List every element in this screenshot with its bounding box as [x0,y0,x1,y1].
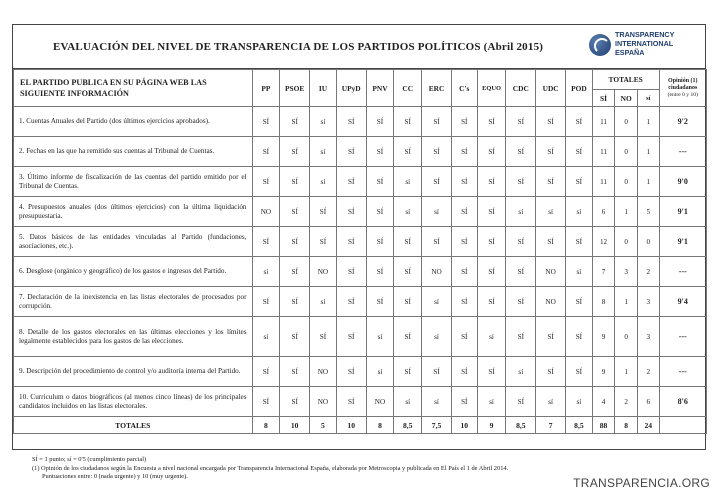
party-value-cell: SÍ [280,287,310,317]
row-total-cell: 11 [592,137,615,167]
party-value-cell: SÍ [252,137,280,167]
party-value-cell: NO [310,387,337,417]
row-total-cell: 1 [615,287,638,317]
party-value-cell: sí [422,387,452,417]
row-total-cell: 2 [637,357,659,387]
table-row [14,167,707,197]
party-value-cell: SÍ [252,227,280,257]
opinion-header-line2: ciudadanos [668,84,698,91]
party-total-cell: 5 [310,417,337,434]
party-value-cell: SÍ [336,287,366,317]
party-value-cell: SÍ [477,197,506,227]
party-value-cell: sí [394,387,422,417]
party-header-cs: C's [451,70,477,107]
party-value-cell: sí [477,387,506,417]
globe-icon [589,34,611,56]
totals-col-no: NO [615,90,638,107]
party-value-cell: SÍ [506,287,536,317]
party-value-cell: SÍ [366,227,394,257]
party-value-cell: SÍ [366,197,394,227]
party-value-cell: SÍ [336,357,366,387]
party-value-cell: SÍ [280,167,310,197]
party-value-cell: SÍ [451,387,477,417]
row-total-cell: 1 [637,137,659,167]
watermark: TRANSPARENCIA.ORG [573,476,710,490]
party-value-cell: SÍ [536,137,566,167]
opinion-header-line1: Opinión (1) [668,77,698,84]
party-value-cell: SÍ [422,107,452,137]
citizen-opinion-score: --- [659,357,706,387]
party-value-cell: SÍ [536,227,566,257]
grand-total-cell: 8 [615,417,638,434]
party-header-pp: PP [252,70,280,107]
row-total-cell: 3 [637,317,659,357]
party-value-cell: sí [506,357,536,387]
table-row [14,317,707,357]
party-value-cell: SÍ [566,287,593,317]
party-header-upyd: UPyD [336,70,366,107]
party-value-cell: SÍ [566,227,593,257]
row-total-cell: 11 [592,167,615,197]
row-total-cell: 1 [637,167,659,197]
party-value-cell: SÍ [451,107,477,137]
citizen-opinion-score: --- [659,137,706,167]
row-total-cell: 4 [592,387,615,417]
party-value-cell: SÍ [536,167,566,197]
party-value-cell: SÍ [336,107,366,137]
party-total-cell: 10 [336,417,366,434]
party-value-cell: SÍ [566,317,593,357]
party-value-cell: SÍ [536,107,566,137]
row-total-cell: 0 [615,317,638,357]
row-total-cell: 1 [615,197,638,227]
totals-col-si-full: SÍ [592,90,615,107]
party-value-cell: SÍ [422,227,452,257]
party-value-cell: NO [366,387,394,417]
row-total-cell: 11 [592,107,615,137]
footnote-scale: Puntuaciones entre: 0 (nada urgente) y 10 (muy urgente). [42,473,188,481]
party-value-cell: sí [536,387,566,417]
citizen-opinion-score: 9'0 [659,167,706,197]
party-value-cell: NO [310,257,337,287]
row-header: EL PARTIDO PUBLICA EN SU PÁGINA WEB LAS SIGUIENTE INFORMACIÓN [14,70,253,107]
party-header-pod: POD [566,70,593,107]
row-total-cell: 5 [637,197,659,227]
party-total-cell: 7 [536,417,566,434]
party-value-cell: SÍ [280,357,310,387]
party-value-cell: SÍ [394,227,422,257]
criterion-text: 9. Descripción del procedimiento de control y/o auditoría interna del Partido. [14,357,253,387]
party-value-cell: sí [536,197,566,227]
party-total-cell: 7,5 [422,417,452,434]
party-value-cell: SÍ [280,257,310,287]
party-value-cell: SÍ [366,137,394,167]
row-total-cell: 2 [637,257,659,287]
party-value-cell: SÍ [252,387,280,417]
party-value-cell: SÍ [394,357,422,387]
party-value-cell: sí [422,197,452,227]
totals-col-si-partial: sí [637,90,659,107]
footnote-opinion-source: (1) Opinión de los ciudadanos según la Encuesta a nivel nacional encargada por Transparencia Internacional España, elaborada por Metroscopia y publicada en El País el 1 de Abril 2014. [32,464,509,472]
party-value-cell: SÍ [422,357,452,387]
party-value-cell: NO [536,287,566,317]
document-title: EVALUACIÓN DEL NIVEL DE TRANSPARENCIA DE LOS PARTIDOS POLÍTICOS (Abril 2015) [53,41,544,53]
criterion-text: 2. Fechas en las que ha remitido sus cuentas al Tribunal de Cuentas. [14,137,253,167]
row-total-cell: 8 [592,287,615,317]
party-total-cell: 8 [252,417,280,434]
table-row [14,197,707,227]
table-row [14,107,707,137]
party-value-cell: SÍ [451,197,477,227]
party-value-cell: SÍ [477,107,506,137]
totals-opinion-empty [659,417,706,434]
party-value-cell: SÍ [566,357,593,387]
party-value-cell: SÍ [506,257,536,287]
totals-row-label: TOTALES [14,417,253,434]
criterion-text: 1. Cuentas Anuales del Partido (dos últimos ejercicios aprobados). [14,107,253,137]
criterion-text: 5. Datos básicos de las entidades vinculadas al Partido (fundaciones, asociaciones, etc.). [14,227,253,257]
table-row [14,387,707,417]
party-value-cell: SÍ [506,317,536,357]
footnotes [32,456,508,482]
criterion-text: 4. Presupuestos anuales (dos últimos ejercicios) con la última liquidación presupuestaria. [14,197,253,227]
party-total-cell: 8,5 [566,417,593,434]
party-value-cell: SÍ [336,197,366,227]
opinion-header [659,70,706,107]
party-value-cell: SÍ [422,167,452,197]
logo-line-3: ESPAÑA [615,48,645,57]
party-value-cell: sí [422,287,452,317]
party-header-iu: IU [310,70,337,107]
party-value-cell: sí [310,287,337,317]
citizen-opinion-score: 9'4 [659,287,706,317]
row-total-cell: 3 [615,257,638,287]
transparency-table [13,69,707,434]
row-total-cell: 2 [615,387,638,417]
party-value-cell: sí [252,317,280,357]
party-total-cell: 10 [451,417,477,434]
row-total-cell: 6 [592,197,615,227]
citizen-opinion-score: 8'6 [659,387,706,417]
party-value-cell: sí [566,197,593,227]
party-value-cell: SÍ [394,287,422,317]
party-value-cell: SÍ [280,387,310,417]
party-value-cell: SÍ [366,167,394,197]
party-value-cell: SÍ [336,317,366,357]
party-value-cell: SÍ [506,227,536,257]
row-total-cell: 0 [615,137,638,167]
row-total-cell: 1 [637,107,659,137]
party-value-cell: SÍ [252,357,280,387]
footnote-scoring: SÍ = 1 punto; sí = 0'5 (cumplimiento parcial) [32,456,147,463]
party-value-cell: SÍ [477,167,506,197]
citizen-opinion-score: 9'1 [659,197,706,227]
party-value-cell: sí [477,317,506,357]
criterion-text: 6. Desglose (orgánico y geográfico) de los gastos e ingresos del Partido. [14,257,253,287]
row-total-cell: 9 [592,317,615,357]
party-value-cell: SÍ [336,387,366,417]
party-value-cell: NO [536,257,566,287]
party-value-cell: SÍ [477,257,506,287]
party-header-udc: UDC [536,70,566,107]
party-value-cell: SÍ [477,227,506,257]
party-value-cell: NO [310,357,337,387]
party-value-cell: SÍ [422,137,452,167]
table-row [14,137,707,167]
party-total-cell: 10 [280,417,310,434]
party-value-cell: SÍ [451,167,477,197]
criterion-text: 8. Detalle de los gastos electorales en las últimas elecciones y los límites legalmente establecidos para los gastos de las elecciones. [14,317,253,357]
party-value-cell: SÍ [252,287,280,317]
party-value-cell: SÍ [451,317,477,357]
table-row [14,257,707,287]
logo-line-1: TRANSPARENCY [615,30,675,39]
criterion-text: 10. Curriculum o datos biográficos (al menos cinco líneas) de los principales candidatos incluidos en las listas electorales. [14,387,253,417]
party-value-cell: SÍ [506,107,536,137]
party-value-cell: sí [310,137,337,167]
row-total-cell: 6 [637,387,659,417]
party-total-cell: 8,5 [394,417,422,434]
party-value-cell: SÍ [280,317,310,357]
party-value-cell: SÍ [506,387,536,417]
party-value-cell: SÍ [536,317,566,357]
party-value-cell: sí [394,167,422,197]
row-total-cell: 9 [592,357,615,387]
party-value-cell: sí [310,167,337,197]
party-value-cell: SÍ [566,167,593,197]
party-value-cell: sí [506,197,536,227]
party-header-cc: CC [394,70,422,107]
party-value-cell: SÍ [451,257,477,287]
party-value-cell: SÍ [394,107,422,137]
party-value-cell: SÍ [506,137,536,167]
party-value-cell: sí [394,197,422,227]
party-value-cell: SÍ [252,107,280,137]
party-value-cell: SÍ [506,167,536,197]
document-header [13,25,705,69]
party-total-cell: 9 [477,417,506,434]
citizen-opinion-score: 9'2 [659,107,706,137]
party-header-cdc: CDC [506,70,536,107]
party-value-cell: SÍ [477,287,506,317]
party-value-cell: SÍ [336,257,366,287]
party-total-cell: 8 [366,417,394,434]
party-header-erc: ERC [422,70,452,107]
party-header-psoe: PSOE [280,70,310,107]
transparency-international-logo [589,31,693,63]
row-total-cell: 12 [592,227,615,257]
party-value-cell: SÍ [451,287,477,317]
party-value-cell: SÍ [451,137,477,167]
citizen-opinion-score: --- [659,257,706,287]
party-value-cell: SÍ [394,137,422,167]
grand-total-cell: 88 [592,417,615,434]
party-value-cell: sí [566,387,593,417]
party-value-cell: sí [366,357,394,387]
party-value-cell: NO [422,257,452,287]
row-total-cell: 1 [615,357,638,387]
party-value-cell: SÍ [366,257,394,287]
party-header-pnv: PNV [366,70,394,107]
row-total-cell: 7 [592,257,615,287]
party-value-cell: SÍ [336,227,366,257]
party-value-cell: sí [252,257,280,287]
party-value-cell: sí [310,107,337,137]
table-body [14,107,707,434]
party-value-cell: SÍ [310,197,337,227]
citizen-opinion-score: --- [659,317,706,357]
party-value-cell: sí [566,257,593,287]
party-value-cell: SÍ [451,227,477,257]
party-value-cell: SÍ [366,107,394,137]
totals-header: TOTALES [592,70,659,90]
criterion-text: 7. Declaración de la inexistencia en las listas electorales de procesados por corrupción. [14,287,253,317]
totals-row [14,417,707,434]
party-value-cell: SÍ [394,317,422,357]
party-header-equo: EQUO [477,70,506,107]
opinion-header-line3: (entre 0 y 10) [667,91,698,98]
criterion-text: 3. Último informe de fiscalización de las cuentas del partido emitido por el Tribunal de Cuentas. [14,167,253,197]
row-total-cell: 0 [615,167,638,197]
table-row [14,227,707,257]
citizen-opinion-score: 9'1 [659,227,706,257]
document-sheet [12,24,706,450]
party-value-cell: SÍ [336,167,366,197]
party-value-cell: SÍ [310,227,337,257]
party-value-cell: SÍ [280,137,310,167]
row-total-cell: 0 [615,227,638,257]
row-total-cell: 3 [637,287,659,317]
logo-line-2: INTERNATIONAL [615,39,674,48]
party-value-cell: SÍ [477,357,506,387]
party-value-cell: SÍ [280,227,310,257]
table-row [14,357,707,387]
party-total-cell: 8,5 [506,417,536,434]
party-value-cell: SÍ [252,167,280,197]
party-value-cell: SÍ [394,257,422,287]
party-value-cell: SÍ [280,107,310,137]
party-value-cell: sí [366,317,394,357]
party-value-cell: SÍ [451,357,477,387]
party-value-cell: SÍ [566,137,593,167]
party-value-cell: SÍ [310,317,337,357]
row-total-cell: 0 [637,227,659,257]
party-value-cell: SÍ [280,197,310,227]
row-total-cell: 0 [615,107,638,137]
party-value-cell: SÍ [477,137,506,167]
party-value-cell: NO [252,197,280,227]
grand-total-cell: 24 [637,417,659,434]
party-value-cell: SÍ [536,357,566,387]
party-value-cell: SÍ [336,137,366,167]
party-value-cell: SÍ [566,107,593,137]
table-row [14,287,707,317]
party-value-cell: sí [422,317,452,357]
party-value-cell: SÍ [366,287,394,317]
